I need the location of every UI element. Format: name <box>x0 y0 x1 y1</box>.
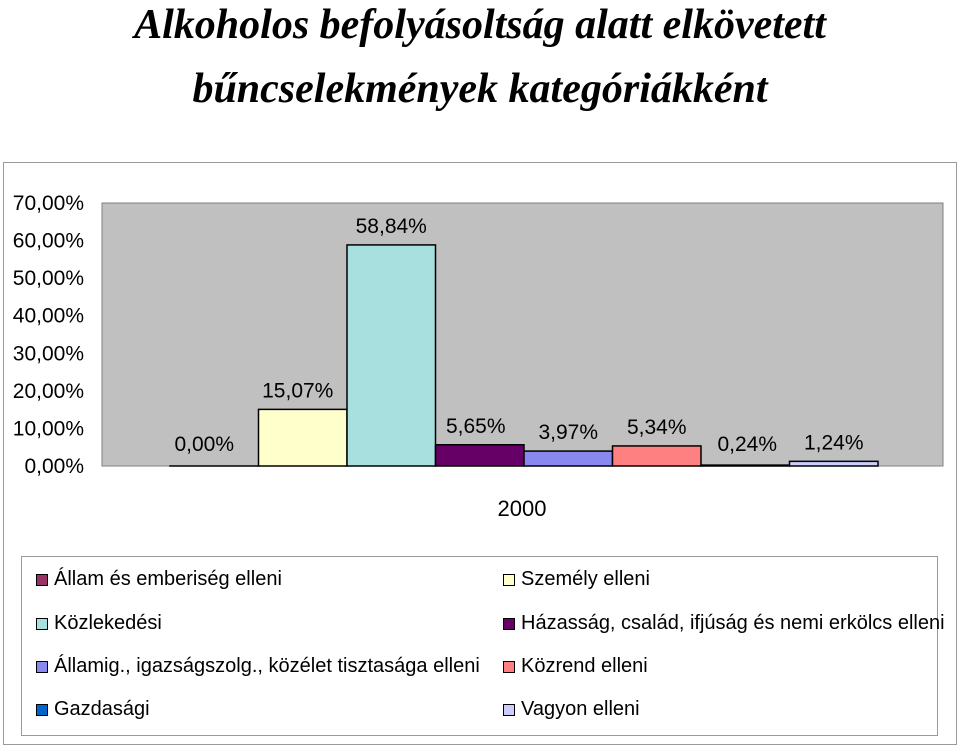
legend-swatch <box>36 574 48 586</box>
legend-entry <box>36 698 150 721</box>
y-tick-label: 40,00% <box>12 304 84 328</box>
legend-swatch <box>503 704 515 716</box>
y-tick-label: 30,00% <box>12 342 84 366</box>
y-axis <box>13 192 84 478</box>
bar <box>524 451 613 466</box>
legend-label: Állam és emberiség elleni <box>54 568 282 590</box>
data-label: 0,24% <box>717 433 778 456</box>
legend-entry <box>503 612 945 635</box>
chart-title-line-1: Alkoholos befolyásoltság alatt elkövetett <box>134 2 826 48</box>
data-label: 58,84% <box>355 214 427 238</box>
x-category-label: 2000 <box>497 496 547 521</box>
bar <box>790 461 879 466</box>
legend-label: Gazdasági <box>54 698 150 720</box>
legend-entry <box>36 612 162 635</box>
y-tick-label: 0,00% <box>24 455 84 478</box>
data-label: 1,24% <box>803 431 864 455</box>
data-label: 3,97% <box>538 421 599 445</box>
legend-label: Államig., igazságszolg., közélet tisztasága elleni <box>54 655 480 677</box>
data-label: 15,07% <box>262 379 334 403</box>
legend-swatch <box>36 618 48 630</box>
data-label: 5,65% <box>445 414 506 438</box>
legend-swatch <box>503 618 515 630</box>
legend-entry <box>36 655 480 678</box>
chart-title-line-2: bűncselekmények kategóriákként <box>192 66 768 112</box>
y-tick-label: 10,00% <box>12 417 84 441</box>
legend-swatch <box>36 661 48 673</box>
data-label: 5,34% <box>626 415 687 439</box>
y-tick-label: 50,00% <box>12 267 84 291</box>
legend-entry <box>503 698 640 721</box>
legend-swatch <box>503 574 515 586</box>
legend-label: Vagyon elleni <box>521 698 640 720</box>
legend-entry <box>36 568 282 591</box>
bar <box>259 409 348 466</box>
legend-entry <box>503 568 650 591</box>
y-tick-label: 60,00% <box>12 229 84 253</box>
legend-label: Személy elleni <box>521 568 650 590</box>
legend-label: Közlekedési <box>54 612 162 634</box>
data-label: 0,00% <box>174 433 235 456</box>
y-tick-label: 20,00% <box>12 379 84 403</box>
bar <box>701 465 790 466</box>
bar <box>613 446 702 466</box>
legend-swatch <box>36 704 48 716</box>
legend-swatch <box>503 661 515 673</box>
legend-label: Házasság, család, ifjúság és nemi erkölcs elleni <box>521 612 945 634</box>
bar <box>347 245 436 466</box>
plot-background <box>102 203 943 466</box>
y-tick-label: 70,00% <box>12 192 84 215</box>
bar <box>436 445 525 466</box>
legend-entry <box>503 655 648 678</box>
legend-label: Közrend elleni <box>521 655 648 677</box>
